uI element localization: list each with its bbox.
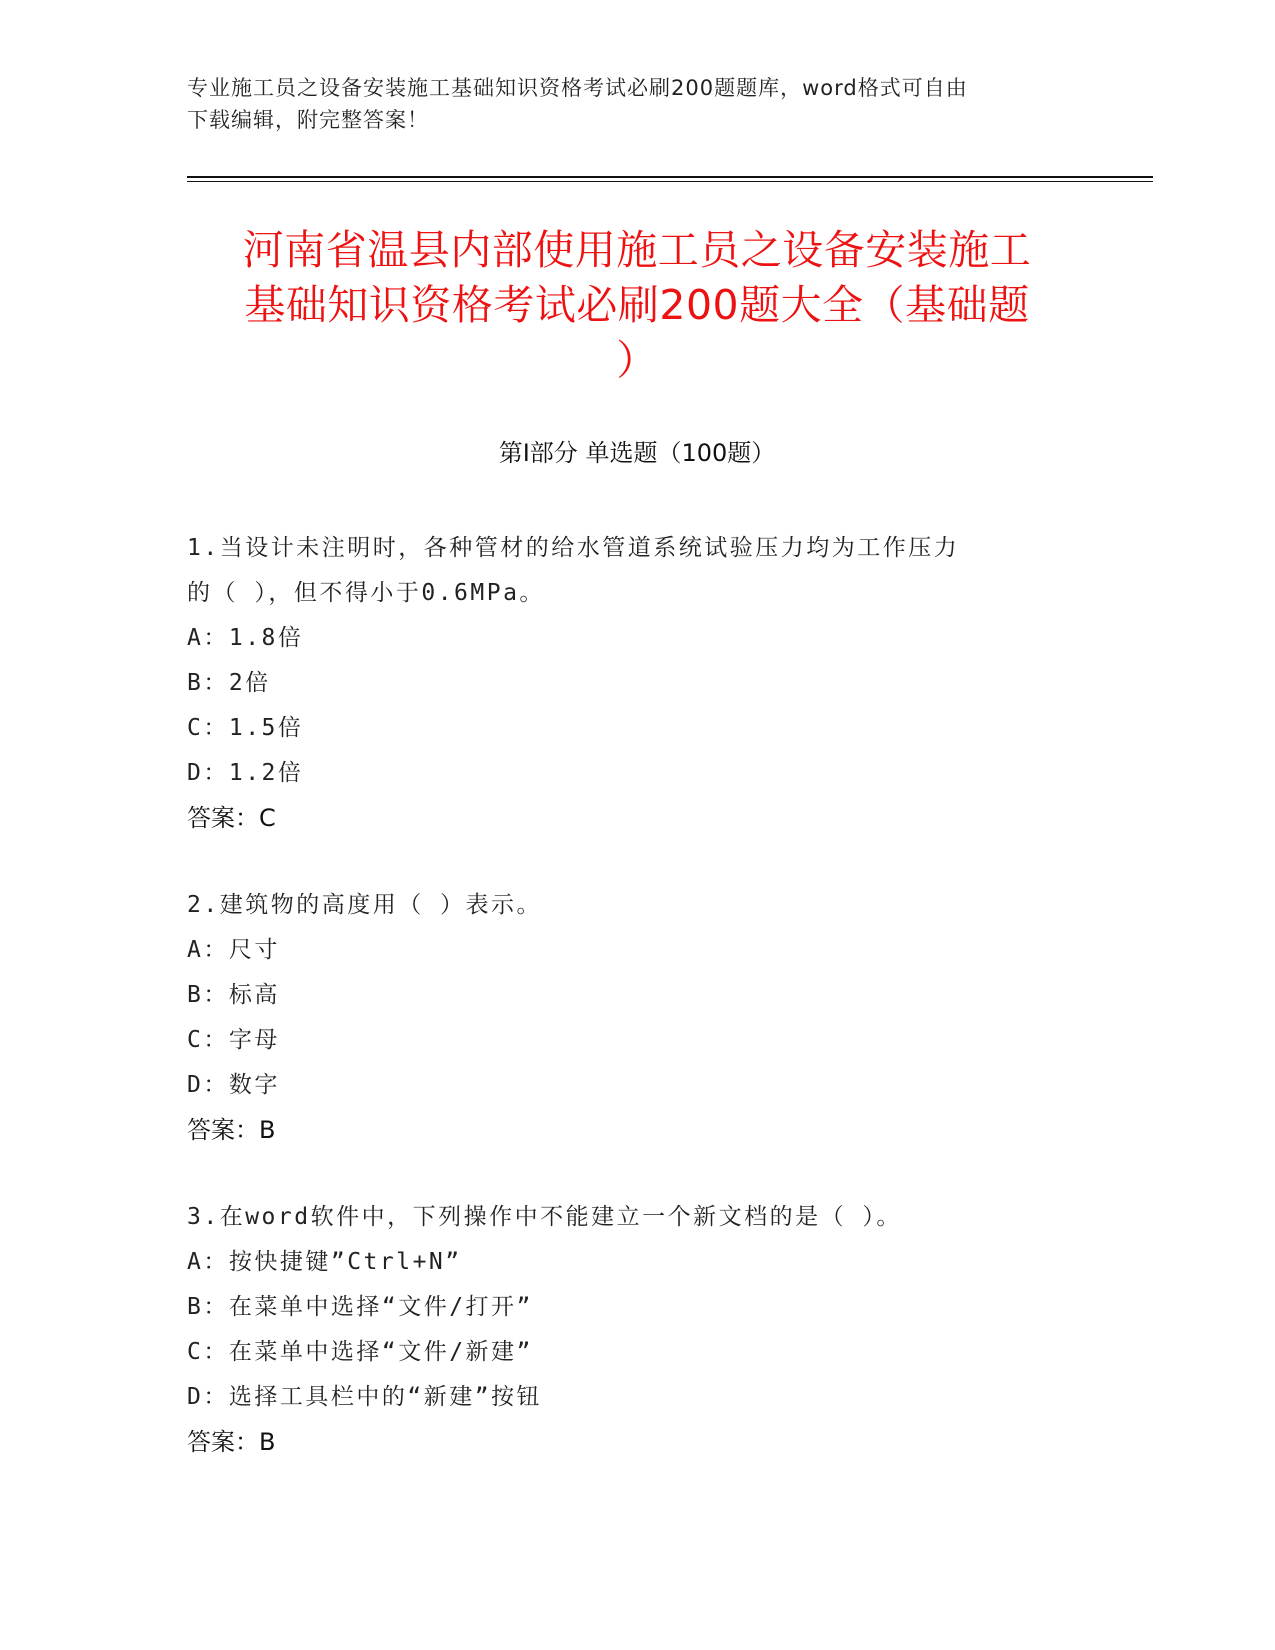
option-c: C：1.5倍 (187, 715, 304, 741)
question-1 (187, 526, 1087, 841)
option-c: C：字母 (187, 1027, 280, 1053)
option-b: B：在菜单中选择“文件/打开” (187, 1294, 533, 1320)
header-divider-thick (187, 176, 1153, 178)
option-b: B：标高 (187, 982, 280, 1008)
document-title-line-1: 河南省温县内部使用施工员之设备安装施工 (242, 226, 1032, 274)
answer: 答案：B (187, 1116, 276, 1144)
question-stem: 2.建筑物的高度用（ ）表示。 (187, 892, 543, 918)
document-title (187, 223, 1087, 388)
option-d: D：1.2倍 (187, 760, 304, 786)
header-note (187, 72, 1087, 136)
option-d: D：数字 (187, 1072, 280, 1098)
question-stem: 3.在word软件中，下列操作中不能建立一个新文档的是（ ）。 (187, 1204, 902, 1230)
header-divider-thin (187, 181, 1153, 182)
question-3 (187, 1195, 1087, 1465)
document-title-line-2: 基础知识资格考试必刷200题大全（基础题 (244, 281, 1030, 329)
option-a: A：尺寸 (187, 937, 280, 963)
answer: 答案：C (187, 804, 276, 832)
option-a: A：按快捷键”Ctrl+N” (187, 1249, 462, 1275)
header-note-line-2: 下载编辑，附完整答案！ (187, 108, 429, 132)
question-2 (187, 883, 1087, 1153)
header-note-line-1: 专业施工员之设备安装施工基础知识资格考试必刷200题题库，word格式可自由 (187, 76, 968, 100)
option-c: C：在菜单中选择“文件/新建” (187, 1339, 533, 1365)
section-title: 第Ⅰ部分 单选题（100题） (498, 439, 776, 467)
answer: 答案：B (187, 1428, 276, 1456)
question-stem-continued: 的（ ），但不得小于0.6MPa。 (187, 580, 545, 606)
option-d: D：选择工具栏中的“新建”按钮 (187, 1384, 543, 1410)
question-list (187, 526, 1087, 1507)
option-a: A：1.8倍 (187, 625, 304, 651)
question-stem: 1.当设计未注明时，各种管材的给水管道系统试验压力均为工作压力 (187, 535, 960, 561)
option-b: B：2倍 (187, 670, 271, 696)
document-title-line-3: ） (616, 336, 658, 384)
